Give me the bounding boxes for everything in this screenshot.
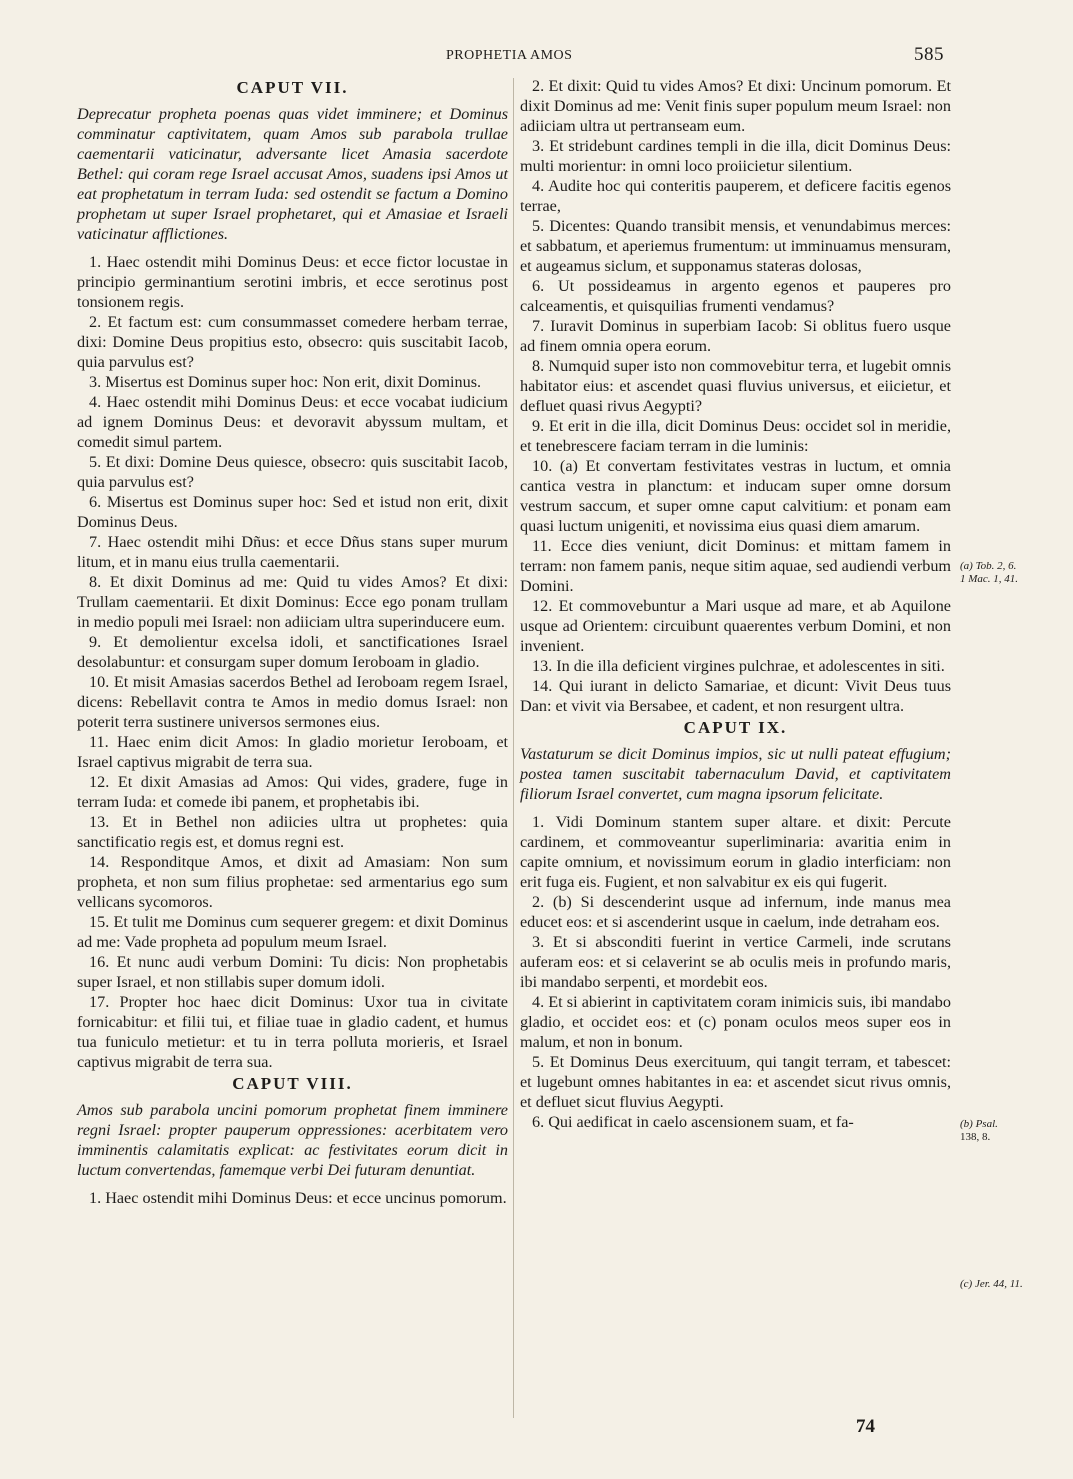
verse: 5. Et dixi: Domine Deus quiesce, obsecro: quis suscitabit Iacob, quia parvulus est? (77, 453, 508, 491)
chapter-heading: CAPUT VIII. (232, 1074, 353, 1093)
verse: 10. Et misit Amasias sacerdos Bethel ad Ieroboam regem Israel, dicens: Rebellavit contra te Amos in medio domus Israel: non poterit terra sustinere universos sermones eius. (77, 673, 508, 731)
verse: 12. Et dixit Amasias ad Amos: Qui vides, gradere, fuge in terram Iuda: et comede ibi panem, et prophetabis ibi. (77, 773, 508, 811)
verse: 6. Ut possideamus in argento egenos et pauperes pro calceamentis, et quisquilias frumenti vendamus? (520, 277, 951, 315)
verse: 8. Et dixit Dominus ad me: Quid tu vides Amos? Et dixi: Trullam caementarii. Et dixit Dominus: Ecce ego ponam trullam in medio populi mei Israel: non adiiciam ultra superinducere eum. (77, 573, 508, 631)
verse: 4. Audite hoc qui conteritis pauperem, et deficere facitis egenos terrae, (520, 177, 951, 215)
verse: 5. Et Dominus Deus exercituum, qui tangit terram, et tabescet: et lugebunt omnes habitantes in ea: et ascendet sicut rivus omnis, et defluet sicut fluvius Aegypti. (520, 1053, 951, 1111)
verse: 16. Et nunc audi verbum Domini: Tu dicis: Non prophetabis super Israel, et non stillabis super domum idoli. (77, 953, 508, 991)
chapter-summary: Deprecatur propheta poenas quas videt imminere; et Dominus comminatur captivitatem, quam Amos sub parabola trullae caementarii vaticinatur, adversante licet Amasia sacerdote Bethel: qui coram rege Israel accusat Amos, suadens ipsi Amos ut eat prophetatum in terram Iuda: sed ostendit se factum a Domino prophetam ut super Israel prophetaret, qui et Amasiae et Israeli vaticinatur afflictiones. (77, 105, 508, 243)
verse: 3. Et stridebunt cardines templi in die illa, dicit Dominus Deus: multi morientur: in omni loco proiicietur silentium. (520, 137, 951, 175)
margin-note-line: (c) Jer. 44, 11. (960, 1278, 1023, 1290)
column-divider (513, 78, 514, 1418)
running-title: PROPHETIA AMOS (446, 48, 573, 63)
margin-note-line: 1 Mac. 1, 41. (960, 573, 1019, 585)
verse: 5. Dicentes: Quando transibit mensis, et venundabimus merces: et sabbatum, et aperiemus frumentum: ut imminuamus mensuram, et augeamus siclum, et supponamus stateras dolosas, (520, 217, 951, 275)
verse: 3. Misertus est Dominus super hoc: Non erit, dixit Dominus. (89, 373, 482, 391)
verse: 9. Et erit in die illa, dicit Dominus Deus: occidet sol in meridie, et tenebrescere faciam terram in die luminis: (520, 417, 951, 455)
chapter-heading: CAPUT IX. (683, 718, 788, 737)
chapter-summary: Amos sub parabola uncini pomorum prophetat finem imminere regni Israel: propter pauperum oppressiones: acerbitatem vero imminentis calamitatis explicat: ac festivitates eorum dicit in luctum convertendas, famemque verbi Dei futuram denuntiat. (77, 1101, 508, 1179)
margin-note-line: 138, 8. (960, 1131, 991, 1143)
signature-mark: 74 (856, 1416, 875, 1437)
verse: 6. Qui aedificat in caelo ascensionem suam, et fa- (532, 1113, 854, 1131)
verse: 10. (a) Et convertam festivitates vestras in luctum, et omnia cantica vestra in planctum: et inducam super omne dorsum vestrum saccum, et super omne caput calvitium: et ponam eam quasi luctum unigeniti, et novissima eius quasi diem amarum. (520, 457, 951, 535)
verse: 13. In die illa deficient virgines pulchrae, et adolescentes in siti. (532, 657, 945, 675)
verse: 13. Et in Bethel non adiicies ultra ut prophetes: quia sanctificatio regis est, et domus regni est. (77, 813, 508, 851)
verse: 1. Vidi Dominum stantem super altare. et dixit: Percute cardinem, et commoveantur superliminaria: avaritia enim in capite omnium, et novissimum eorum in gladio interficiam: non erit fuga eis. Fugient, et non salvabitur ex eis qui fugerit. (520, 813, 951, 891)
chapter-summary: Vastaturum se dicit Dominus impios, sic ut nulli pateat effugium; postea tamen suscitabit tabernaculum David, et captivitatem filiorum Israel convertet, cum magna ipsorum felicitate. (520, 745, 951, 803)
margin-note-b (960, 1118, 998, 1144)
verse: 14. Qui iurant in delicto Samariae, et dicunt: Vivit Deus tuus Dan: et vivit via Bersabee, et cadent, et non resurgent ultra. (520, 677, 951, 715)
verse: 17. Propter hoc haec dicit Dominus: Uxor tua in civitate fornicabitur: et filii tui, et filiae tuae in gladio cadent, et humus tua funiculo metietur: et tu in terra polluta morieris, et Israel captivus migrabit de terra sua. (77, 993, 508, 1071)
right-column (520, 76, 951, 1132)
verse: 12. Et commovebuntur a Mari usque ad mare, et ab Aquilone usque ad Orientem: circuibunt quaerentes verbum Domini, et non invenient. (520, 597, 951, 655)
margin-note-c (960, 1278, 1023, 1291)
chapter-heading: CAPUT VII. (236, 78, 349, 97)
verse: 7. Iuravit Dominus in superbiam Iacob: Si oblitus fuero usque ad finem omnia opera eorum. (520, 317, 951, 355)
verse: 15. Et tulit me Dominus cum sequerer gregem: et dixit Dominus ad me: Vade propheta ad populum meum Israel. (77, 913, 508, 951)
verse: 14. Responditque Amos, et dixit ad Amasiam: Non sum propheta, et non sum filius prophetae: sed armentarius ego sum vellicans sycomoros. (77, 853, 508, 911)
left-column (77, 76, 508, 1208)
verse: 4. Haec ostendit mihi Dominus Deus: et ecce vocabat iudicium ad ignem Dominus Deus: et devoravit abyssum multam, et comedit simul partem. (77, 393, 508, 451)
verse: 2. (b) Si descenderint usque ad infernum, inde manus mea educet eos: et si ascenderint usque in caelum, inde detraham eos. (520, 893, 951, 931)
margin-note-line: (b) Psal. (960, 1118, 998, 1130)
verse: 2. Et dixit: Quid tu vides Amos? Et dixi: Uncinum pomorum. Et dixit Dominus ad me: Venit finis super populum meum Israel: non adiiciam ultra ut pertranseam eum. (520, 77, 951, 135)
verse: 11. Ecce dies veniunt, dicit Dominus: et mittam famem in terram: non famem panis, neque sitim aquae, sed audiendi verbum Domini. (520, 537, 951, 595)
verse: 4. Et si abierint in captivitatem coram inimicis suis, ibi mandabo gladio, et occidet eos: et (c) ponam oculos meos super eos in malum, et non in bonum. (520, 993, 951, 1051)
verse: 3. Et si absconditi fuerint in vertice Carmeli, inde scrutans auferam eos: et si celaverint se ab oculis meis in profundo maris, ibi mandabo serpenti, et mordebit eos. (520, 933, 951, 991)
verse: 2. Et factum est: cum consummasset comedere herbam terrae, dixi: Domine Deus propitius esto, obsecro: quis suscitabit Iacob, quia parvulus est? (77, 313, 508, 371)
verse: 7. Haec ostendit mihi Dñus: et ecce Dñus stans super murum litum, et in manu eius trulla caementarii. (77, 533, 508, 571)
verse: 6. Misertus est Dominus super hoc: Sed et istud non erit, dixit Dominus Deus. (77, 493, 508, 531)
verse: 11. Haec enim dicit Amos: In gladio morietur Ieroboam, et Israel captivus migrabit de terra sua. (77, 733, 508, 771)
verse: 9. Et demolientur excelsa idoli, et sanctificationes Israel desolabuntur: et consurgam super domum Ieroboam in gladio. (77, 633, 508, 671)
verse: 1. Haec ostendit mihi Dominus Deus: et ecce fictor locustae in principio germinantium serotini imbris, et ecce serotinus post tonsionem regis. (77, 253, 508, 311)
verse: 8. Numquid super isto non commovebitur terra, et lugebit omnis habitator eius: et ascendet quasi fluvius universus, et eiicietur, et defluet quasi rivus Aegypti? (520, 357, 951, 415)
margin-note-line: (a) Tob. 2, 6. (960, 560, 1017, 572)
verse: 1. Haec ostendit mihi Dominus Deus: et ecce uncinus pomorum. (89, 1189, 507, 1207)
margin-note-a (960, 560, 1018, 586)
page-number: 585 (914, 44, 944, 65)
